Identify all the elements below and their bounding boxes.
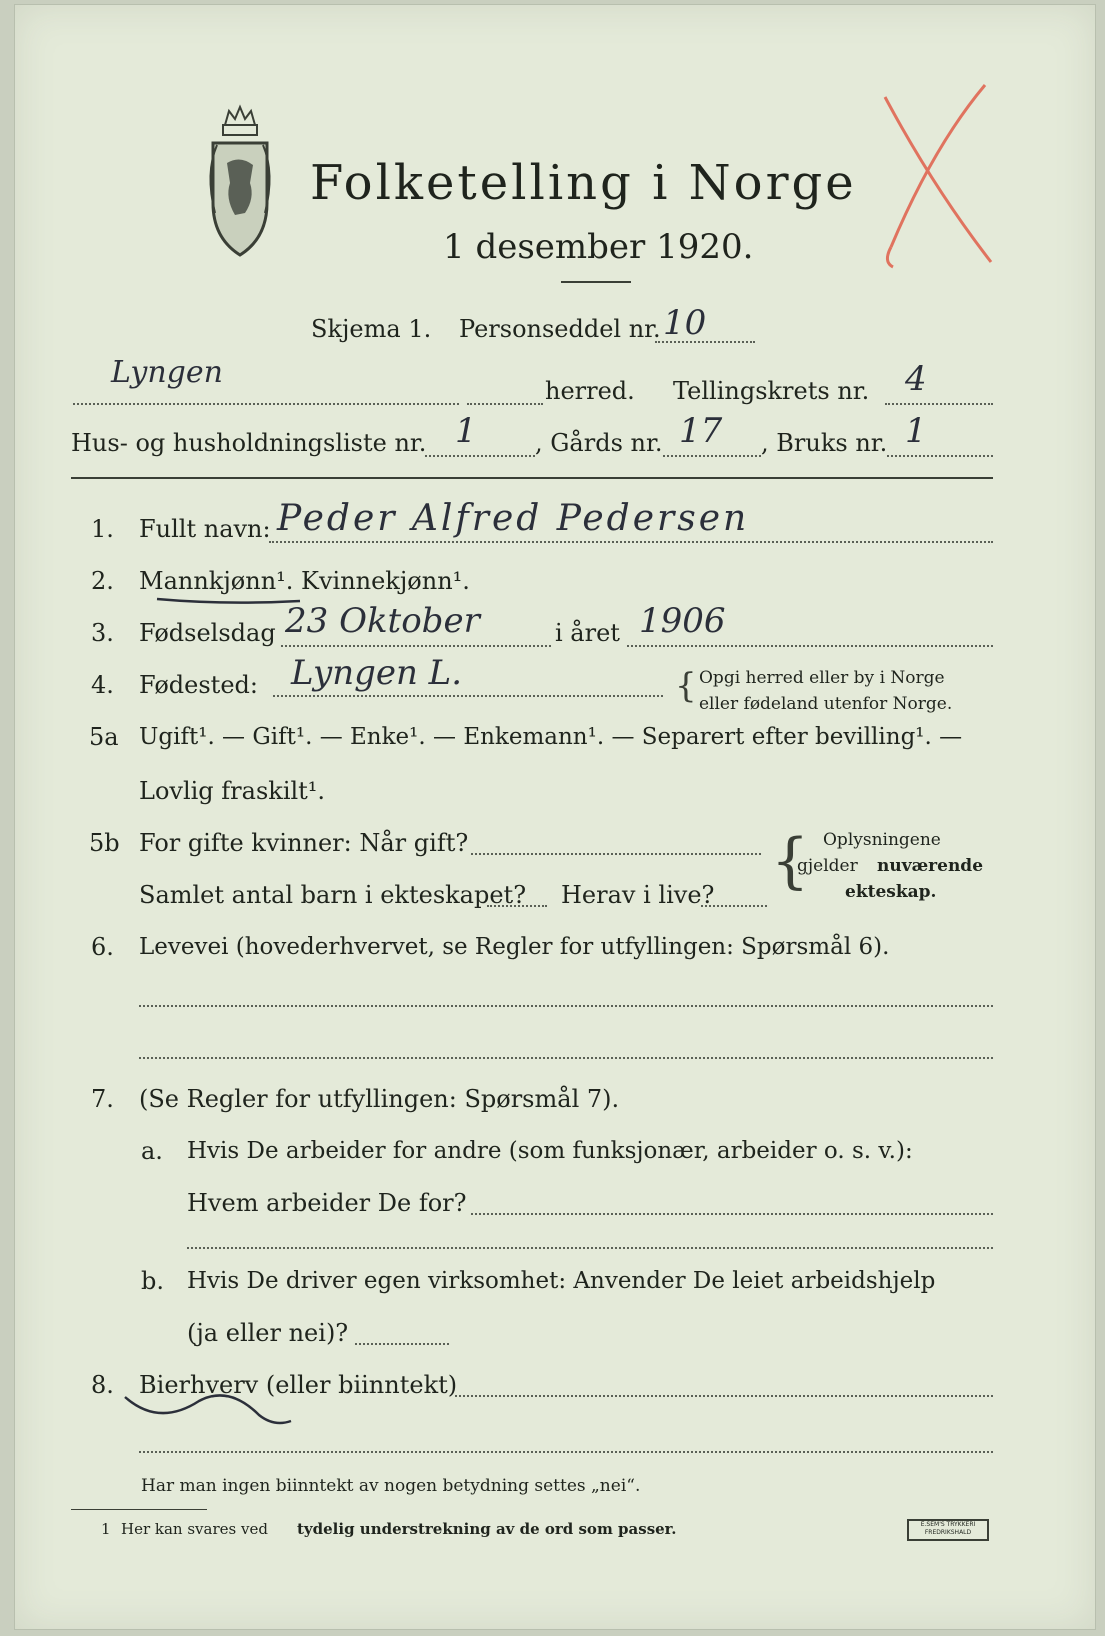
- herred-value: Lyngen: [111, 355, 223, 390]
- q7b-label: Hvis De driver egen virksomhet: Anvender De leiet arbeidshjelp: [187, 1268, 936, 1294]
- q4-line: [273, 695, 663, 697]
- q7a-label: Hvis De arbeider for andre (som funksjonær, arbeider o. s. v.):: [187, 1138, 913, 1164]
- q2-number: 2.: [91, 567, 114, 595]
- q8-strike-mark: [119, 1377, 299, 1437]
- q5b-label-2: Samlet antal barn i ekteskapet?: [139, 881, 527, 909]
- q6-line-1: [139, 1005, 993, 1007]
- header-rule: [71, 477, 993, 479]
- hus-label: Hus- og husholdningsliste nr.: [71, 429, 427, 457]
- q7b-line: [355, 1343, 449, 1345]
- q7a-number: a.: [141, 1137, 163, 1165]
- q4-brace: {: [675, 666, 697, 706]
- q8-number: 8.: [91, 1371, 114, 1399]
- skjema-label: Skjema 1.: [311, 315, 432, 343]
- red-x-mark: [873, 77, 1003, 277]
- personseddel-value: 10: [663, 303, 707, 343]
- herred-line-2: [467, 403, 543, 405]
- q8-note: Har man ingen biinntekt av nogen betydning settes „nei“.: [141, 1476, 641, 1496]
- printer-mark: [907, 1519, 989, 1541]
- tellingskrets-label: Tellingskrets nr.: [673, 377, 870, 405]
- q6-label: Levevei (hovederhvervet, se Regler for utfyllingen: Spørsmål 6).: [139, 934, 890, 960]
- q8-line-2: [139, 1451, 993, 1453]
- q4-value: Lyngen L.: [291, 653, 463, 693]
- q5b-number: 5b: [89, 829, 120, 857]
- q7a-label-2: Hvem arbeider De for?: [187, 1189, 467, 1217]
- q5b-brace: {: [771, 826, 810, 896]
- q5b-note-3: ekteskap.: [845, 882, 937, 902]
- q2-label: Mannkjønn¹. Kvinnekjønn¹.: [139, 567, 470, 595]
- tellingskrets-value: 4: [905, 359, 927, 399]
- herred-label: herred.: [545, 377, 635, 405]
- q5b-note-2a: gjelder: [797, 856, 858, 876]
- personseddel-label: Personseddel nr.: [459, 315, 661, 343]
- printer-mark-text: E.SEM'S TRYKKERI FREDRIKSHALD: [920, 1521, 976, 1536]
- herred-line: [73, 403, 459, 405]
- q1-label: Fullt navn:: [139, 515, 271, 543]
- q5b-line-3: [701, 905, 767, 907]
- q3-number: 3.: [91, 619, 114, 647]
- q2-underline-mark: [155, 595, 305, 607]
- q1-value: Peder Alfred Pedersen: [277, 498, 750, 539]
- q5b-label-1: For gifte kvinner: Når gift?: [139, 829, 469, 857]
- q6-number: 6.: [91, 933, 114, 961]
- title-divider: [561, 281, 631, 283]
- hus-value: 1: [455, 411, 477, 451]
- q5a-options-2: Lovlig fraskilt¹.: [139, 777, 326, 805]
- q7-number: 7.: [91, 1085, 114, 1113]
- q6-line-2: [139, 1057, 993, 1059]
- q7-label: (Se Regler for utfyllingen: Spørsmål 7).: [139, 1085, 620, 1113]
- footnote-number: 1: [101, 1520, 111, 1538]
- q5b-line-1: [471, 853, 761, 855]
- gards-line: [663, 455, 761, 457]
- q4-note-2: eller fødeland utenfor Norge.: [699, 694, 953, 714]
- gards-label: , Gårds nr.: [535, 429, 663, 457]
- q3-year-line: [627, 645, 993, 647]
- footnote-rule: [71, 1509, 207, 1510]
- q3-label: Fødselsdag: [139, 619, 276, 647]
- bruks-label: , Bruks nr.: [761, 429, 888, 457]
- q5b-note-2b: nuværende: [877, 856, 984, 876]
- q1-number: 1.: [91, 515, 114, 543]
- q7a-line-2: [187, 1247, 993, 1249]
- q5b-line-2: [487, 905, 547, 907]
- q4-note-1: Opgi herred eller by i Norge: [699, 668, 945, 688]
- hus-line: [425, 455, 535, 457]
- q5b-note-1: Oplysningene: [823, 830, 941, 850]
- footnote-text-b: tydelig understrekning av de ord som passer.: [297, 1520, 677, 1538]
- q3-year-value: 1906: [639, 601, 726, 641]
- q3-day-value: 23 Oktober: [285, 601, 480, 641]
- bruks-line: [887, 455, 993, 457]
- tellingskrets-line: [885, 403, 993, 405]
- coat-of-arms-icon: [195, 103, 285, 263]
- census-form-page: [14, 4, 1096, 1630]
- q7b-label-2: (ja eller nei)?: [187, 1319, 349, 1347]
- q4-number: 4.: [91, 671, 114, 699]
- bruks-value: 1: [905, 411, 927, 451]
- form-title: Folketelling i Norge: [310, 155, 857, 211]
- q5a-number: 5a: [89, 723, 119, 751]
- q4-label: Fødested:: [139, 671, 258, 699]
- q5b-label-3: Herav i live?: [561, 881, 715, 909]
- q5a-options: Ugift¹. — Gift¹. — Enke¹. — Enkemann¹. — Separert efter bevilling¹. —: [139, 724, 963, 750]
- gards-value: 17: [679, 411, 723, 451]
- q8-line-1: [455, 1395, 993, 1397]
- form-date: 1 desember 1920.: [443, 227, 754, 267]
- footnote-text-a: Her kan svares ved: [121, 1520, 268, 1538]
- q7b-number: b.: [141, 1267, 164, 1295]
- q8-label: Bierhverv (eller biinntekt): [139, 1371, 458, 1399]
- personseddel-line: [655, 341, 755, 343]
- q7a-line-1: [471, 1213, 993, 1215]
- q3-year-label: i året: [555, 619, 620, 647]
- q3-day-line: [281, 645, 551, 647]
- q1-line: [269, 541, 993, 543]
